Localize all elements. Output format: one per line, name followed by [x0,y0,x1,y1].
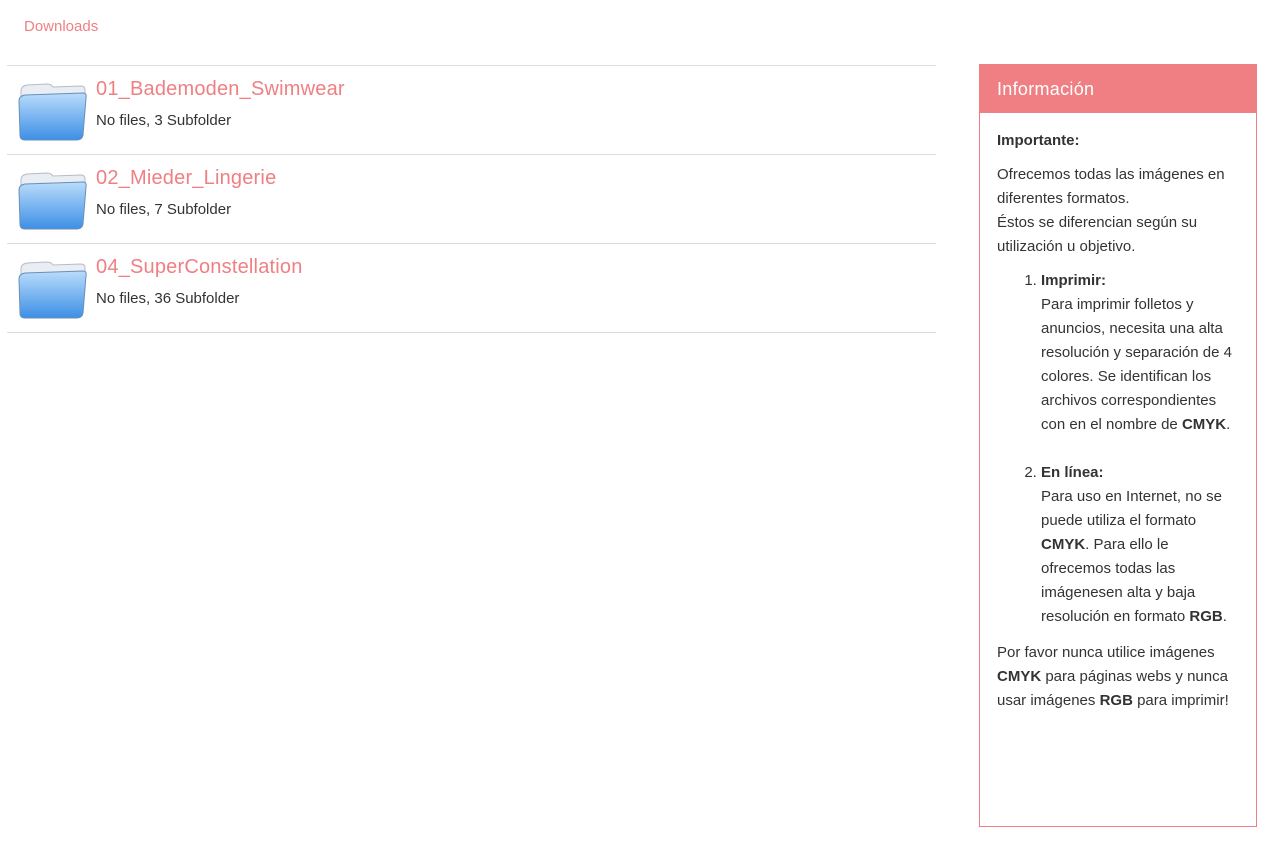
info-footer-bold: CMYK [997,668,1042,685]
info-intro [997,163,1242,259]
info-intro-line2: Éstos se diferencian según su utilización u objetivo. [997,214,1198,255]
info-item-text: Para uso en Internet, no se puede utiliza el formato [1041,488,1222,529]
info-panel [979,64,1257,827]
folder-title-link[interactable]: 04_SuperConstellation [96,256,303,278]
info-footer [997,641,1242,713]
info-item-text: Para imprimir folletos y anuncios, necesita una alta resolución y separación de 4 colores. Se identifican los archivos correspondientes con en el nombre de [1041,296,1232,433]
info-list [997,269,1242,629]
folder-row[interactable] [7,155,936,244]
info-item-bold: RGB [1189,608,1223,625]
info-item-text: . [1222,608,1227,625]
info-intro-line1: Ofrecemos todas las imágenes en diferentes formatos. [997,166,1225,207]
folder-list [7,65,936,333]
folder-row[interactable] [7,66,936,155]
info-footer-bold: RGB [1099,692,1133,709]
folder-icon[interactable] [17,255,87,319]
folder-meta: No files, 3 Subfolder [96,112,232,129]
breadcrumb-downloads[interactable]: Downloads [24,18,99,35]
info-item-bold: CMYK [1041,536,1086,553]
info-item-text: . Para ello le ofrecemos todas las imágenesen alta y baja resolución en formato [1041,536,1196,625]
info-item-label: Imprimir: [1041,272,1107,289]
info-item-text: . [1226,416,1231,433]
info-footer-text: para páginas webs y nunca usar imágenes [997,668,1228,709]
info-footer-text: para imprimir! [1132,692,1229,709]
info-heading: Importante: [997,132,1080,149]
info-item-label: En línea: [1041,464,1104,481]
info-panel-body [980,113,1256,713]
info-panel-title: Información [980,65,1256,113]
info-item-imprimir [1041,269,1242,437]
folder-icon[interactable] [17,77,87,141]
folder-meta: No files, 7 Subfolder [96,201,232,218]
folder-title-link[interactable]: 01_Bademoden_Swimwear [96,78,345,100]
info-item-bold: CMYK [1181,416,1227,433]
folder-meta: No files, 36 Subfolder [96,290,240,307]
folder-row[interactable] [7,244,936,333]
info-footer-text: Por favor nunca utilice imágenes [997,644,1215,661]
folder-title-link[interactable]: 02_Mieder_Lingerie [96,167,277,189]
folder-icon[interactable] [17,166,87,230]
info-item-en-linea [1041,461,1242,629]
